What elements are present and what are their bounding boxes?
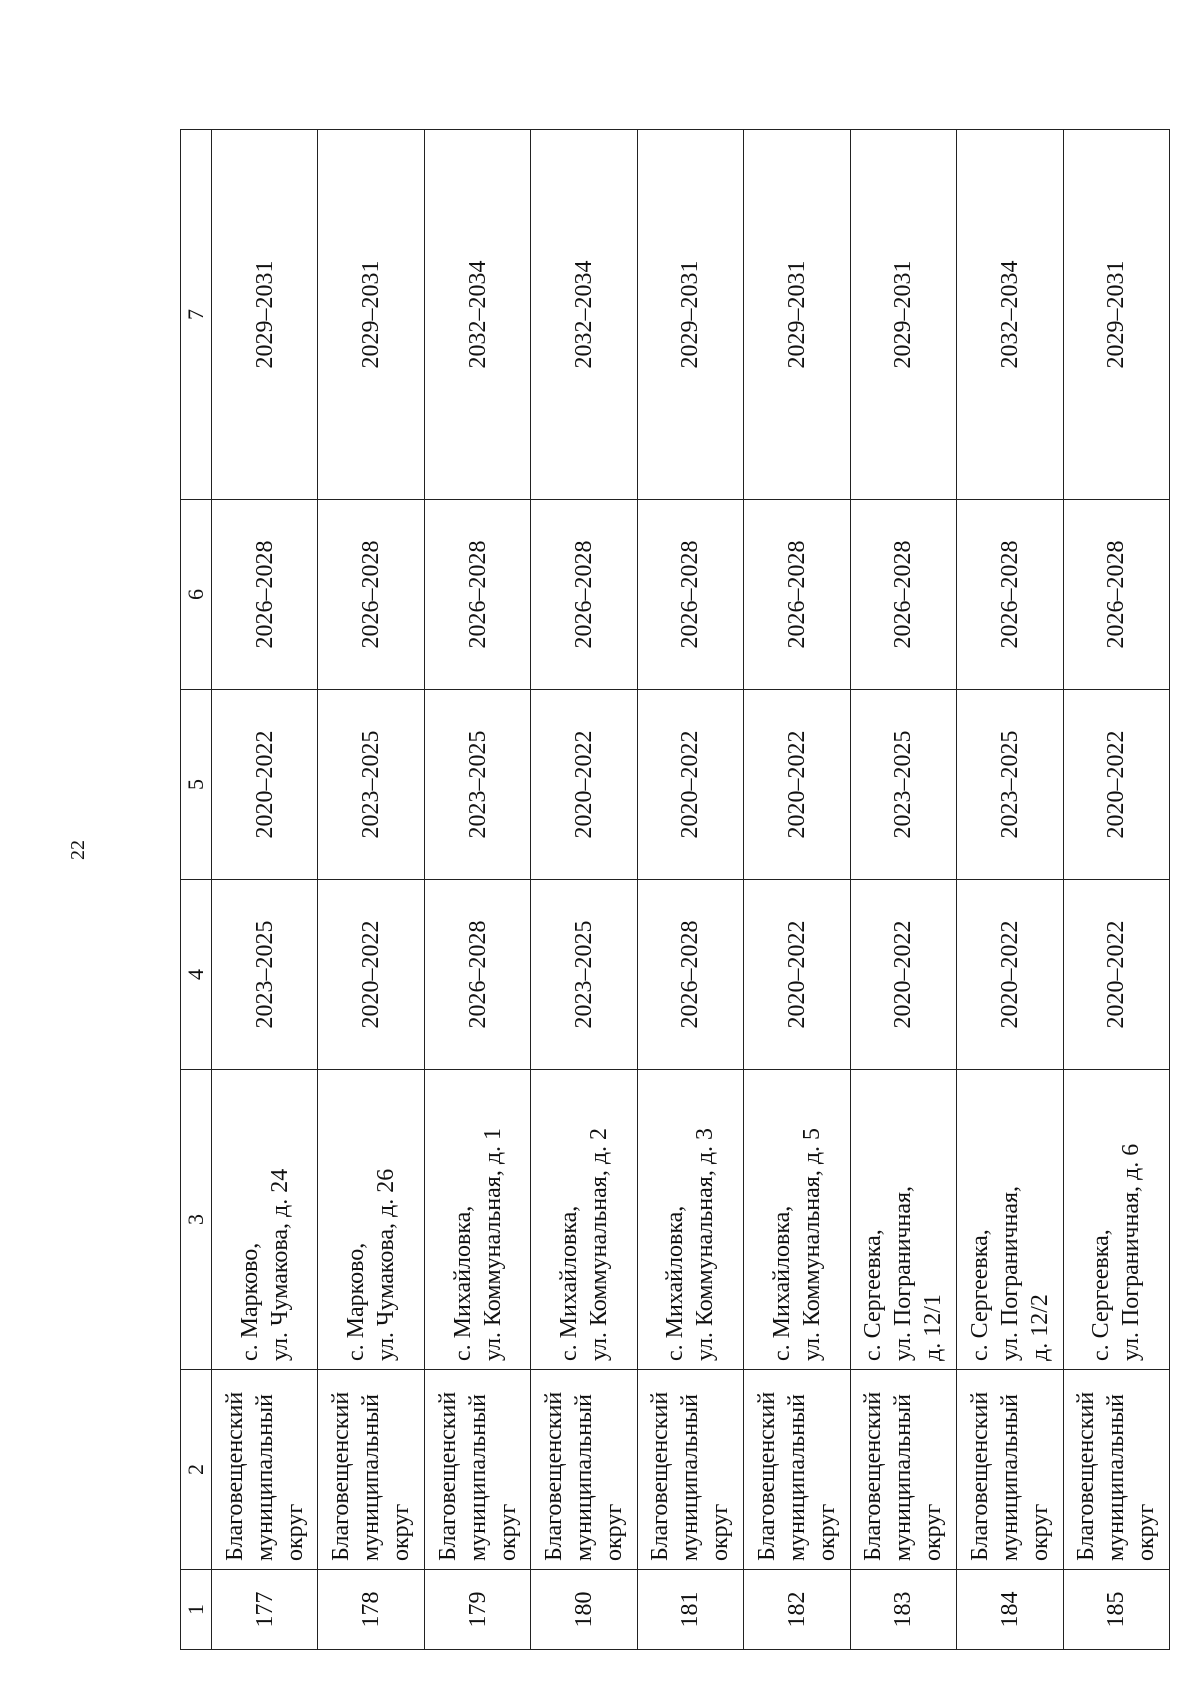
address-line: с. Сергеевка, xyxy=(860,1229,887,1361)
row-number: 181 xyxy=(677,1591,704,1628)
address-line: с. Сергеевка, xyxy=(1088,1229,1115,1361)
period-value: 2023–2025 xyxy=(358,730,385,839)
period-value: 2029–2031 xyxy=(1103,260,1130,369)
address-line: ул. Чумакова, д. 26 xyxy=(373,1168,400,1361)
address-line: ул. Коммунальная, д. 1 xyxy=(479,1127,506,1361)
table-row xyxy=(212,130,318,1650)
period-cell-col-7 xyxy=(318,130,424,500)
district-line: муниципальный xyxy=(783,1393,810,1561)
period-value: 2029–2031 xyxy=(890,260,917,369)
row-number: 177 xyxy=(251,1591,278,1628)
district-line: Благовещенский xyxy=(221,1391,248,1561)
row-number-cell xyxy=(531,1570,637,1650)
table-row xyxy=(637,130,743,1650)
period-value: 2032–2034 xyxy=(464,260,491,369)
district-line: округ xyxy=(601,1503,628,1561)
period-value: 2026–2028 xyxy=(677,540,704,649)
address-cell xyxy=(957,1070,1063,1370)
address-line: д. 12/2 xyxy=(1026,1294,1053,1361)
period-value: 2026–2028 xyxy=(1103,540,1130,649)
period-cell-col-4 xyxy=(531,880,637,1070)
period-cell-col-7 xyxy=(850,130,956,500)
row-number: 180 xyxy=(571,1591,598,1628)
district-line: Благовещенский xyxy=(541,1391,568,1561)
address-line: с. Михайловка, xyxy=(768,1205,795,1361)
table-row xyxy=(744,130,850,1650)
period-cell-col-5 xyxy=(424,690,530,880)
address-line: ул. Чумакова, д. 24 xyxy=(266,1168,293,1361)
district-cell xyxy=(957,1370,1063,1570)
period-cell-col-6 xyxy=(212,500,318,690)
address-line: ул. Пограничная, xyxy=(890,1185,917,1361)
column-header-4: 4 xyxy=(181,880,212,1070)
district-cell xyxy=(424,1370,530,1570)
row-number-cell xyxy=(957,1570,1063,1650)
address-line: ул. Коммунальная, д. 3 xyxy=(692,1127,719,1361)
table-row xyxy=(318,130,424,1650)
column-header-5: 5 xyxy=(181,690,212,880)
district-line: муниципальный xyxy=(996,1393,1023,1561)
district-cell xyxy=(637,1370,743,1570)
period-value: 2032–2034 xyxy=(571,260,598,369)
period-cell-col-4 xyxy=(850,880,956,1070)
address-line: ул. Коммунальная, д. 5 xyxy=(798,1127,825,1361)
period-cell-col-7 xyxy=(637,130,743,500)
period-cell-col-7 xyxy=(957,130,1063,500)
district-line: Благовещенский xyxy=(328,1391,355,1561)
row-number-cell xyxy=(637,1570,743,1650)
period-value: 2029–2031 xyxy=(783,260,810,369)
period-cell-col-5 xyxy=(318,690,424,880)
period-value: 2026–2028 xyxy=(677,920,704,1029)
district-line: округ xyxy=(494,1503,521,1561)
period-cell-col-4 xyxy=(318,880,424,1070)
period-value: 2020–2022 xyxy=(251,730,278,839)
address-line: с. Михайловка, xyxy=(662,1205,689,1361)
address-line: с. Марково, xyxy=(236,1242,263,1361)
period-cell-col-7 xyxy=(744,130,850,500)
address-cell xyxy=(637,1070,743,1370)
district-line: муниципальный xyxy=(251,1393,278,1561)
period-cell-col-7 xyxy=(424,130,530,500)
address-line: ул. Пограничная, xyxy=(996,1185,1023,1361)
period-cell-col-6 xyxy=(424,500,530,690)
period-value: 2020–2022 xyxy=(783,730,810,839)
district-line: Благовещенский xyxy=(753,1391,780,1561)
period-value: 2020–2022 xyxy=(1103,730,1130,839)
district-line: муниципальный xyxy=(358,1393,385,1561)
address-line: с. Михайловка, xyxy=(556,1205,583,1361)
header-row xyxy=(181,130,212,1650)
period-value: 2023–2025 xyxy=(996,730,1023,839)
period-cell-col-6 xyxy=(850,500,956,690)
period-value: 2029–2031 xyxy=(358,260,385,369)
period-value: 2023–2025 xyxy=(571,920,598,1029)
district-line: округ xyxy=(388,1503,415,1561)
period-value: 2020–2022 xyxy=(783,920,810,1029)
district-line: Благовещенский xyxy=(647,1391,674,1561)
period-cell-col-6 xyxy=(744,500,850,690)
period-cell-col-5 xyxy=(531,690,637,880)
row-number-cell xyxy=(744,1570,850,1650)
row-number-cell xyxy=(1063,1570,1170,1650)
district-line: муниципальный xyxy=(677,1393,704,1561)
address-cell xyxy=(531,1070,637,1370)
period-cell-col-7 xyxy=(212,130,318,500)
district-cell xyxy=(744,1370,850,1570)
district-line: округ xyxy=(281,1503,308,1561)
table-row xyxy=(850,130,956,1650)
district-line: округ xyxy=(1026,1503,1053,1561)
period-value: 2020–2022 xyxy=(358,920,385,1029)
period-value: 2026–2028 xyxy=(358,540,385,649)
page-number: 22 xyxy=(67,840,89,860)
district-cell xyxy=(1063,1370,1170,1570)
period-value: 2026–2028 xyxy=(571,540,598,649)
row-number-cell xyxy=(212,1570,318,1650)
address-cell xyxy=(424,1070,530,1370)
district-line: округ xyxy=(813,1503,840,1561)
period-value: 2026–2028 xyxy=(251,540,278,649)
table-row xyxy=(957,130,1063,1650)
row-number: 182 xyxy=(783,1591,810,1628)
row-number: 184 xyxy=(996,1591,1023,1628)
period-value: 2026–2028 xyxy=(996,540,1023,649)
period-cell-col-4 xyxy=(744,880,850,1070)
address-line: с. Сергеевка, xyxy=(966,1229,993,1361)
district-line: Благовещенский xyxy=(966,1391,993,1561)
district-line: округ xyxy=(707,1503,734,1561)
period-cell-col-4 xyxy=(212,880,318,1070)
address-line: ул. Пограничная, д. 6 xyxy=(1118,1143,1145,1361)
address-cell xyxy=(744,1070,850,1370)
district-line: муниципальный xyxy=(890,1393,917,1561)
period-cell-col-4 xyxy=(1063,880,1170,1070)
district-line: округ xyxy=(1133,1503,1160,1561)
period-value: 2020–2022 xyxy=(996,920,1023,1029)
period-cell-col-7 xyxy=(531,130,637,500)
row-number: 179 xyxy=(464,1591,491,1628)
period-cell-col-6 xyxy=(318,500,424,690)
period-cell-col-4 xyxy=(424,880,530,1070)
period-cell-col-5 xyxy=(744,690,850,880)
table-row xyxy=(1063,130,1170,1650)
district-line: муниципальный xyxy=(464,1393,491,1561)
district-cell xyxy=(850,1370,956,1570)
district-line: Благовещенский xyxy=(1073,1391,1100,1561)
period-cell-col-6 xyxy=(957,500,1063,690)
address-cell xyxy=(1063,1070,1170,1370)
table-row xyxy=(531,130,637,1650)
district-line: муниципальный xyxy=(1103,1393,1130,1561)
period-value: 2020–2022 xyxy=(677,730,704,839)
row-number-cell xyxy=(850,1570,956,1650)
rotated-table-wrapper xyxy=(180,130,1170,1650)
period-value: 2020–2022 xyxy=(890,920,917,1029)
period-value: 2029–2031 xyxy=(251,260,278,369)
column-header-7: 7 xyxy=(181,130,212,500)
period-cell-col-5 xyxy=(637,690,743,880)
row-number-cell xyxy=(424,1570,530,1650)
period-value: 2023–2025 xyxy=(890,730,917,839)
period-value: 2026–2028 xyxy=(464,920,491,1029)
address-cell xyxy=(850,1070,956,1370)
period-cell-col-4 xyxy=(957,880,1063,1070)
row-number: 183 xyxy=(890,1591,917,1628)
period-cell-col-5 xyxy=(212,690,318,880)
address-line: ул. Коммунальная, д. 2 xyxy=(586,1127,613,1361)
table-body xyxy=(212,130,1170,1650)
schedule-table xyxy=(180,129,1170,1650)
period-cell-col-7 xyxy=(1063,130,1170,500)
period-cell-col-5 xyxy=(850,690,956,880)
address-line: с. Марково, xyxy=(343,1242,370,1361)
district-cell xyxy=(212,1370,318,1570)
address-cell xyxy=(318,1070,424,1370)
period-cell-col-4 xyxy=(637,880,743,1070)
address-line: с. Михайловка, xyxy=(449,1205,476,1361)
district-cell xyxy=(531,1370,637,1570)
row-number-cell xyxy=(318,1570,424,1650)
period-value: 2026–2028 xyxy=(783,540,810,649)
district-cell xyxy=(318,1370,424,1570)
period-value: 2026–2028 xyxy=(890,540,917,649)
period-value: 2023–2025 xyxy=(464,730,491,839)
period-value: 2029–2031 xyxy=(677,260,704,369)
period-value: 2023–2025 xyxy=(251,920,278,1029)
period-value: 2032–2034 xyxy=(996,260,1023,369)
period-cell-col-6 xyxy=(1063,500,1170,690)
address-cell xyxy=(212,1070,318,1370)
period-cell-col-5 xyxy=(1063,690,1170,880)
district-line: Благовещенский xyxy=(860,1391,887,1561)
column-header-3: 3 xyxy=(181,1070,212,1370)
row-number: 178 xyxy=(358,1591,385,1628)
period-cell-col-5 xyxy=(957,690,1063,880)
period-value: 2026–2028 xyxy=(464,540,491,649)
period-cell-col-6 xyxy=(637,500,743,690)
district-line: Благовещенский xyxy=(434,1391,461,1561)
period-value: 2020–2022 xyxy=(1103,920,1130,1029)
column-header-1: 1 xyxy=(181,1570,212,1650)
district-line: округ xyxy=(920,1503,947,1561)
district-line: муниципальный xyxy=(571,1393,598,1561)
column-header-2: 2 xyxy=(181,1370,212,1570)
row-number: 185 xyxy=(1103,1591,1130,1628)
column-header-6: 6 xyxy=(181,500,212,690)
address-line: д. 12/1 xyxy=(920,1294,947,1361)
period-cell-col-6 xyxy=(531,500,637,690)
period-value: 2020–2022 xyxy=(571,730,598,839)
table-row xyxy=(424,130,530,1650)
